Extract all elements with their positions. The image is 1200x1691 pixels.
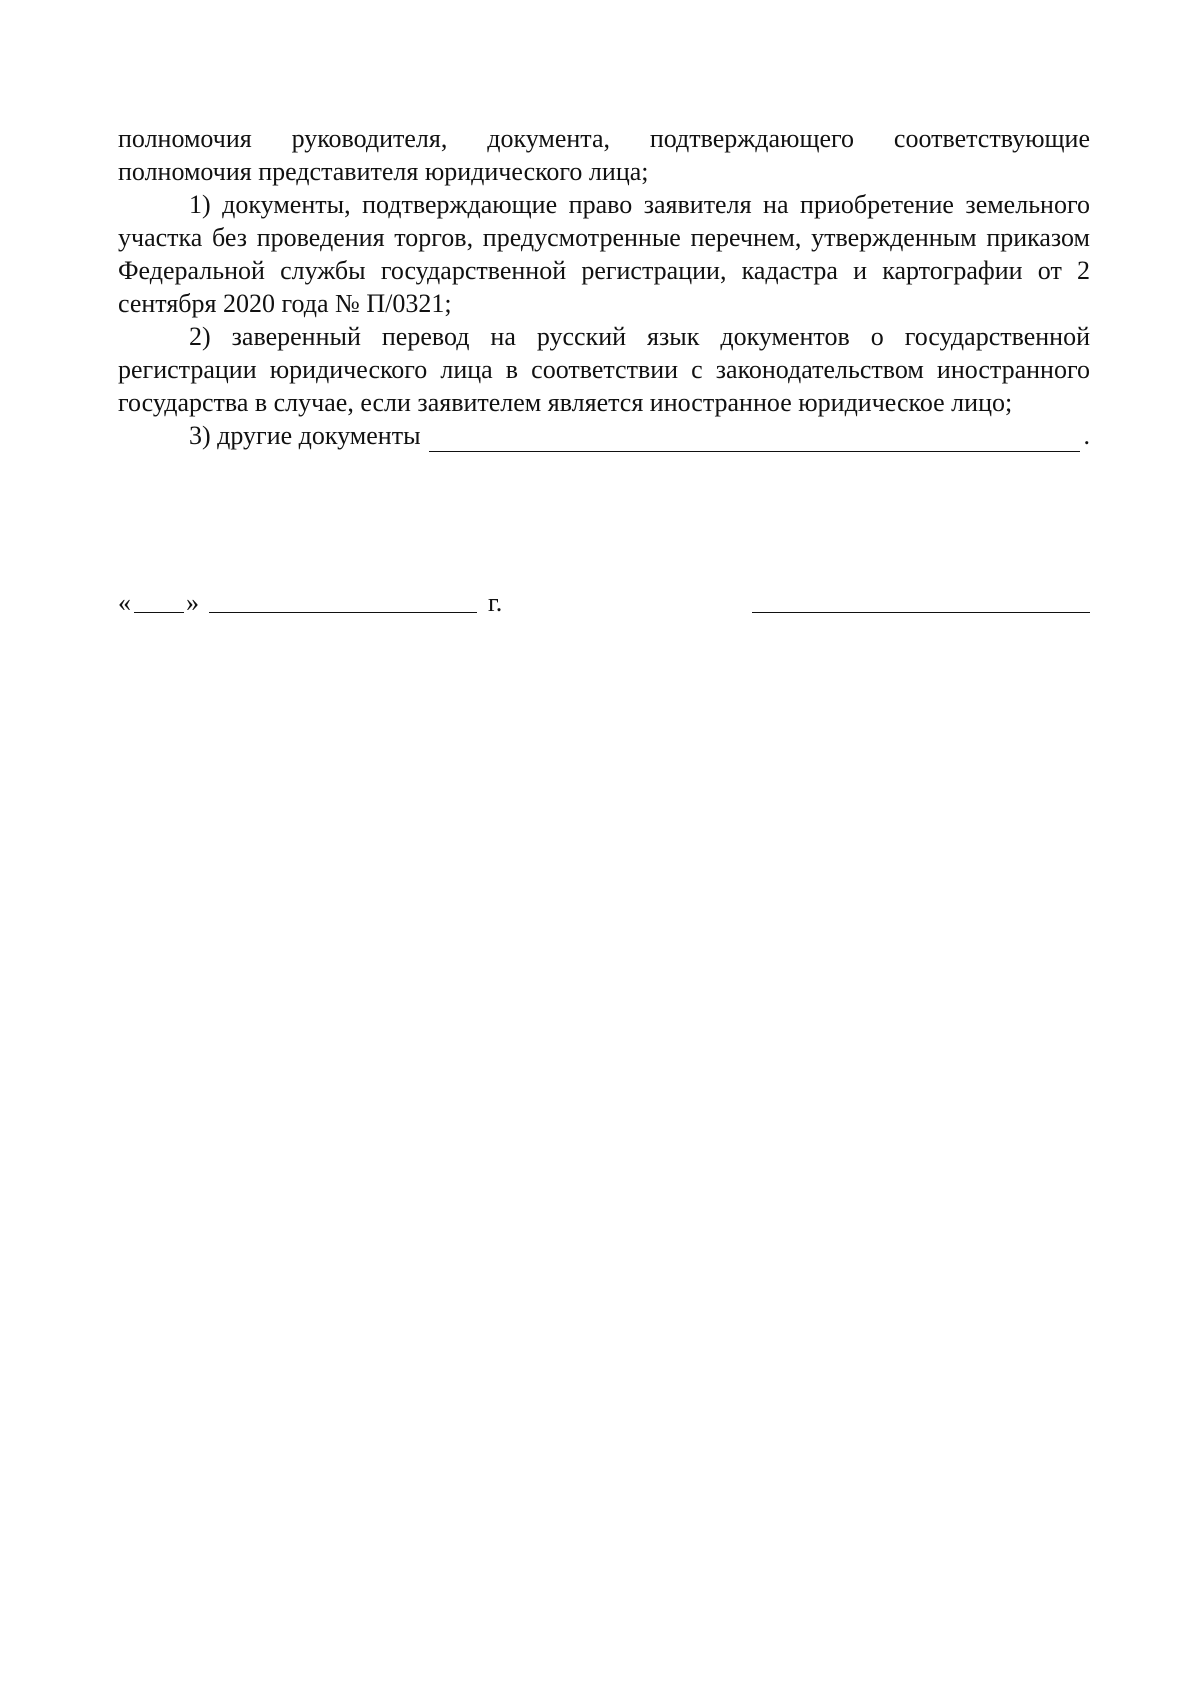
other-documents-label: 3) другие документы <box>189 421 421 450</box>
date-signature-row <box>118 586 1090 626</box>
date-year-suffix: г. <box>488 588 503 617</box>
date-open-quote: « <box>118 588 131 617</box>
paragraph-authority-continuation: полномочия руководителя, документа, подтверждающего соответствующие полномочия представителя юридического лица; <box>118 124 1090 186</box>
other-documents-end-mark: . <box>1083 421 1090 450</box>
other-documents-fill-line[interactable] <box>429 425 1080 452</box>
paragraph-item-3 <box>118 419 1090 452</box>
date-close-quote: » <box>186 588 199 617</box>
date-day-fill-line[interactable] <box>134 586 184 613</box>
document-body <box>118 122 1090 452</box>
paragraph-item-1: 1) документы, подтверждающие право заявителя на приобретение земельного участка без проведения торгов, предусмотренные перечнем, утвержденным приказом Федеральной службы государственной регистрации, кадастра и картографии от 2 сентября 2020 года № П/0321; <box>118 190 1090 318</box>
paragraph-item-2: 2) заверенный перевод на русский язык документов о государственной регистрации юридического лица в соответствии с законодательством иностранного государства в случае, если заявителем является иностранное юридическое лицо; <box>118 322 1090 417</box>
date-month-fill-line[interactable] <box>209 586 477 613</box>
signature-fill-line[interactable] <box>752 586 1090 613</box>
